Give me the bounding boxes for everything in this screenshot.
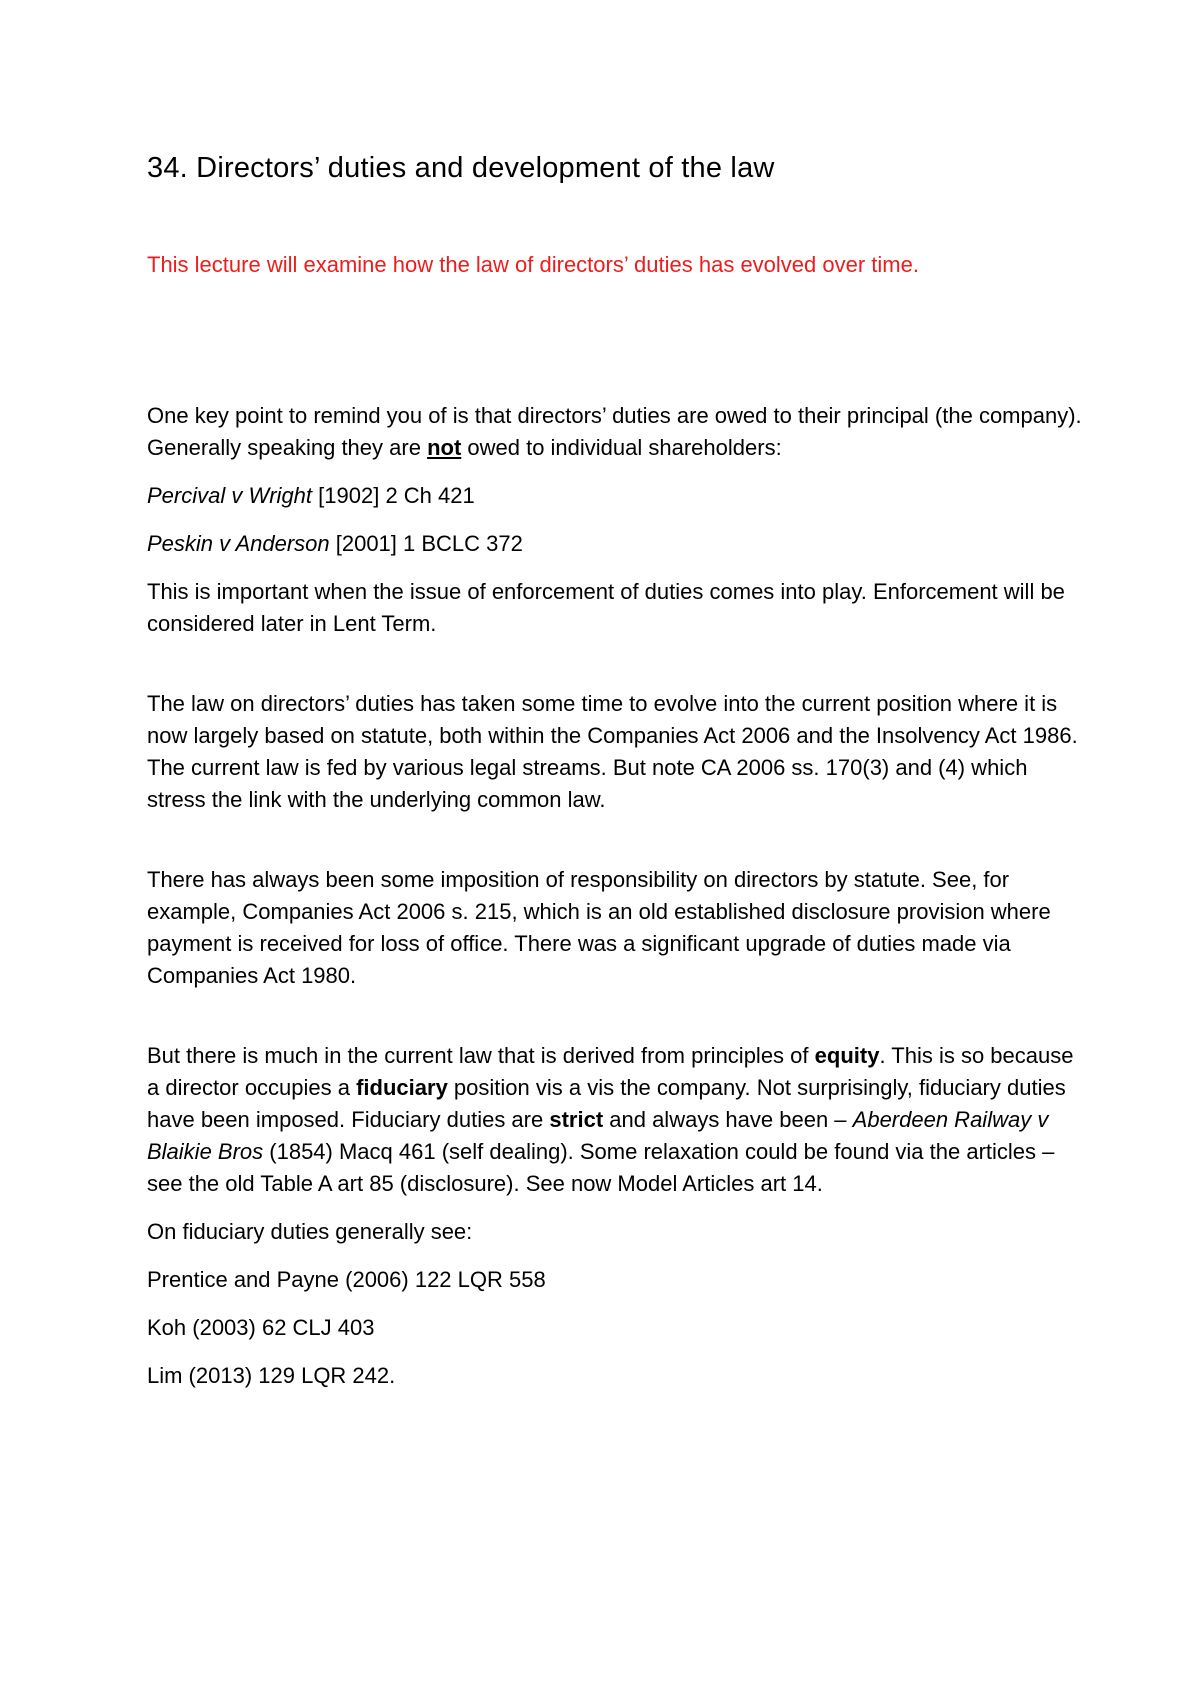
- text-span: One key point to remind you of is that directors’ duties are owed to their principal (the company). Generally speaking they are: [147, 403, 1082, 460]
- paragraph-enforcement: This is important when the issue of enforcement of duties comes into play. Enforcement will be considered later in Lent Term.: [147, 579, 1065, 636]
- document-body: [147, 150, 1087, 1392]
- paragraph-further-reading: On fiduciary duties generally see:: [147, 1219, 473, 1244]
- text-span: . This is so because a director occupies a: [147, 1043, 1074, 1100]
- case-citation: [147, 528, 1087, 560]
- reference-item: Lim (2013) 129 LQR 242.: [147, 1363, 396, 1388]
- case-cite: [1902] 2 Ch 421: [312, 483, 475, 508]
- case-name: Peskin v Anderson: [147, 531, 330, 556]
- case-cite: [2001] 1 BCLC 372: [329, 531, 523, 556]
- emphasis-fiduciary: fiduciary: [356, 1075, 448, 1100]
- case-citation: [147, 480, 1087, 512]
- emphasis-strict: strict: [549, 1107, 604, 1132]
- paragraph-statute: There has always been some imposition of responsibility on directors by statute. See, for example, Companies Act 2006 s. 215, which is an old established disclosure provision where payment is received for loss of office. There was a significant upgrade of duties made via Companies Act 1980.: [147, 867, 1051, 988]
- text-span: But there is much in the current law that is derived from principles of: [147, 1043, 815, 1068]
- case-name: Aberdeen Railway v Blaikie Bros: [147, 1107, 1049, 1164]
- emphasis-not: not: [427, 435, 462, 460]
- lecture-intro: This lecture will examine how the law of directors’ duties has evolved over time.: [147, 252, 919, 277]
- paragraph-equity: [147, 1040, 1087, 1200]
- emphasis-equity: equity: [814, 1043, 880, 1068]
- paragraph-law-evolution: The law on directors’ duties has taken some time to evolve into the current position where it is now largely based on statute, both within the Companies Act 2006 and the Insolvency Act 1986. The current law is fed by various legal streams. But note CA 2006 ss. 170(3) and (4) which stress the link with the underlying common law.: [147, 691, 1078, 812]
- text-span: (1854) Macq 461 (self dealing). Some relaxation could be found via the articles – see the old Table A art 85 (disclosure). See now Model Articles art 14.: [147, 1139, 1055, 1196]
- paragraph-key-point: [147, 400, 1087, 464]
- text-span: owed to individual shareholders:: [461, 435, 782, 460]
- reference-item: Koh (2003) 62 CLJ 403: [147, 1315, 375, 1340]
- case-name: Percival v Wright: [147, 483, 313, 508]
- reference-item: Prentice and Payne (2006) 122 LQR 558: [147, 1267, 546, 1292]
- text-span: position vis a vis the company. Not surprisingly, fiduciary duties have been imposed. Fiduciary duties are: [147, 1075, 1066, 1132]
- page-title: 34. Directors’ duties and development of the law: [147, 152, 775, 184]
- text-span: and always have been –: [603, 1107, 853, 1132]
